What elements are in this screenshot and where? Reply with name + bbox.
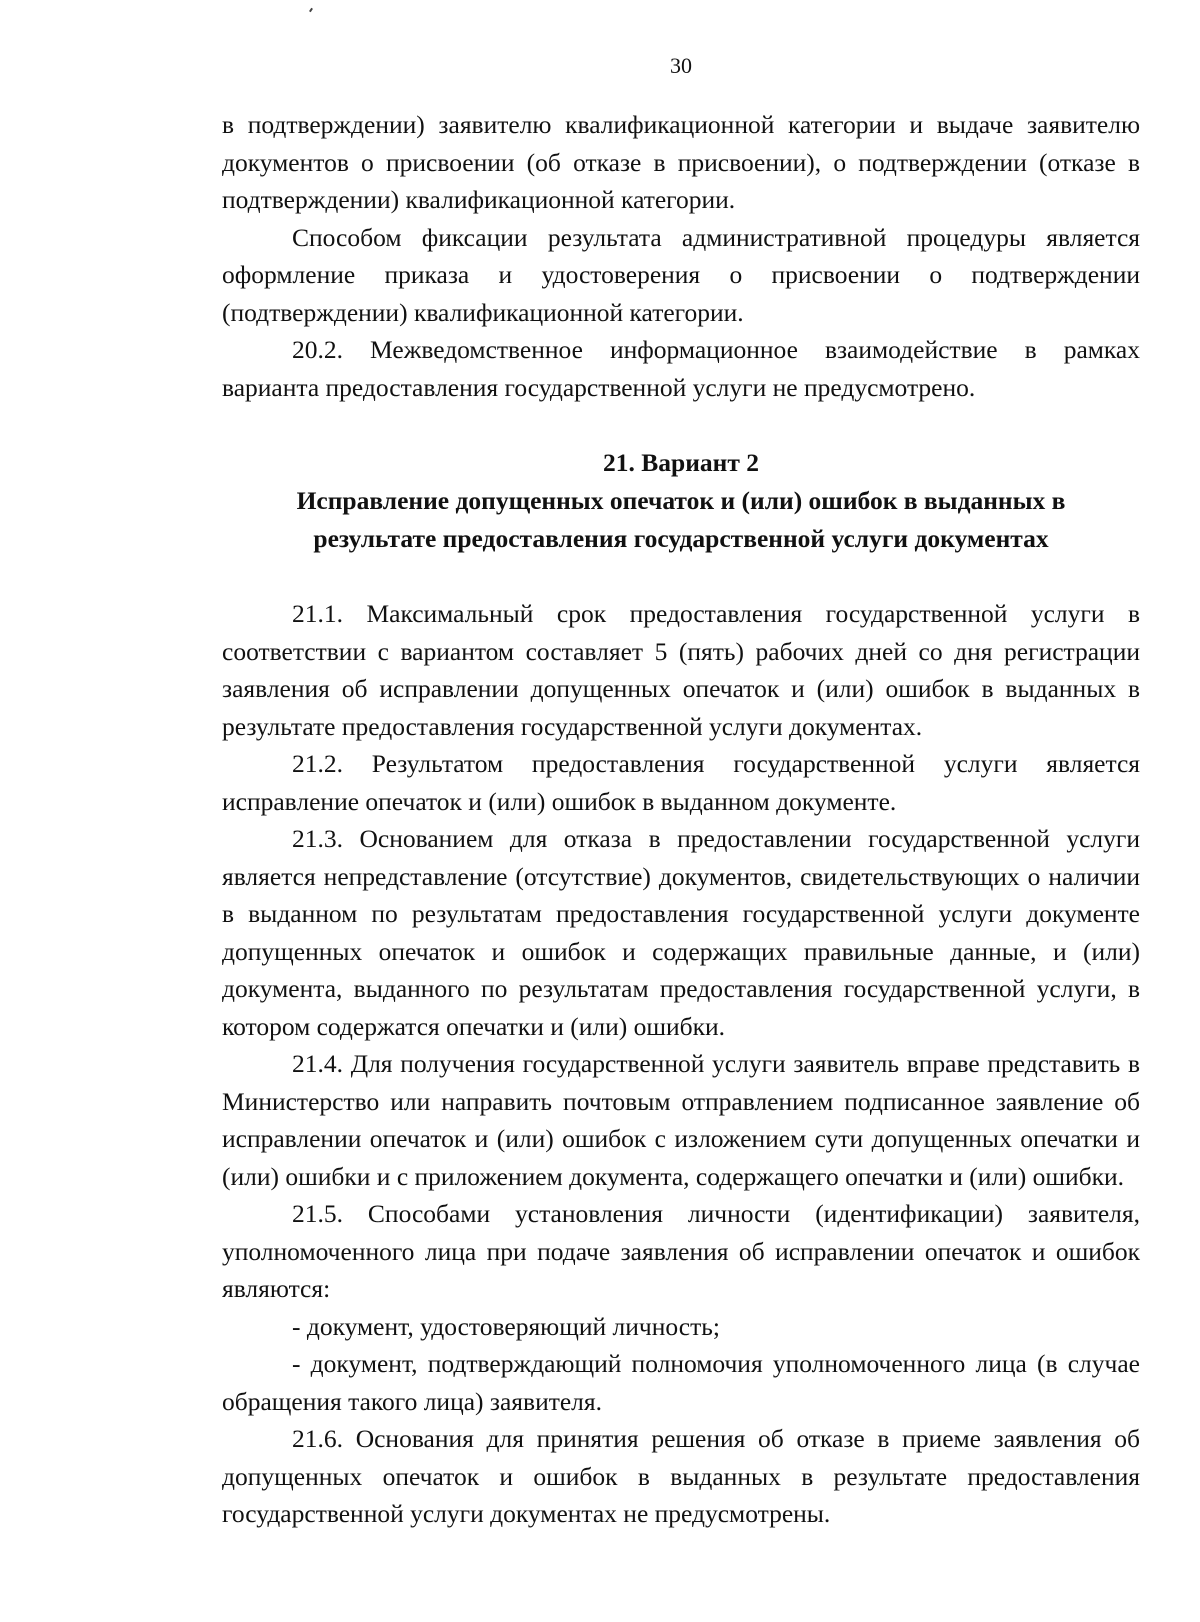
scan-artifact [309, 8, 313, 12]
paragraph-continuation: в подтверждении) заявителю квалификационной категории и выдаче заявителю документов о присвоении (об отказе в присвоении), о подтверждении (отказе в подтверждении) квалификационной категории. [222, 110, 1140, 214]
list-item-authority-document: - документ, подтверждающий полномочия уполномоченного лица (в случае обращения такого лица) заявителя. [222, 1349, 1140, 1416]
section-heading-title-line-2: результате предоставления государственной услуги документах [313, 524, 1049, 553]
paragraph-21-6: 21.6. Основания для принятия решения об отказе в приеме заявления об допущенных опечаток и ошибок в выданных в результате предоставления государственной услуги документах не предусмотрены. [222, 1424, 1140, 1528]
paragraph-20-2: 20.2. Межведомственное информационное взаимодействие в рамках варианта предоставления государственной услуги не предусмотрено. [222, 335, 1140, 402]
section-heading-title-line-1: Исправление допущенных опечаток и (или) ошибок в выданных в [296, 486, 1066, 515]
paragraph-21-2: 21.2. Результатом предоставления государственной услуги является исправление опечаток и (или) ошибок в выданном документе. [222, 749, 1140, 816]
section-heading-number: 21. Вариант 2 [603, 448, 759, 477]
page-number: 30 [670, 53, 692, 78]
paragraph-fixation-method: Способом фиксации результата административной процедуры является оформление приказа и удостоверения о присвоении о подтверждении (подтверждении) квалификационной категории. [222, 222, 1140, 327]
paragraph-21-1: 21.1. Максимальный срок предоставления государственной услуги в соответствии с вариантом составляет 5 (пять) рабочих дней со дня регистрации заявления об исправлении допущенных опечаток и (или) ошибок в выданных в результате предоставления государственной услуги документах. [222, 599, 1140, 741]
document-page [222, 40, 1140, 1533]
list-item-identity-document: - документ, удостоверяющий личность; [292, 1311, 720, 1341]
paragraph-21-4: 21.4. Для получения государственной услуги заявитель вправе представить в Министерство или направить почтовым отправлением подписанное заявление об исправлении опечаток и (или) ошибок с изложением сути допущенных опечатки и (или) ошибки и с приложением документа, содержащего опечатки и (или) ошибки. [222, 1049, 1140, 1191]
paragraph-21-5: 21.5. Способами установления личности (идентификации) заявителя, уполномоченного лица при подаче заявления об исправлении опечаток и ошибок являются: [222, 1199, 1140, 1303]
paragraph-21-3: 21.3. Основанием для отказа в предоставлении государственной услуги является непредставление (отсутствие) документов, свидетельствующих о наличии в выданном по результатам предоставления государственной услуги документе допущенных опечаток и ошибок и содержащих правильные данные, и (или) документа, выданного по результатам предоставления государственной услуги, в котором содержатся опечатки и (или) ошибки. [222, 824, 1140, 1041]
